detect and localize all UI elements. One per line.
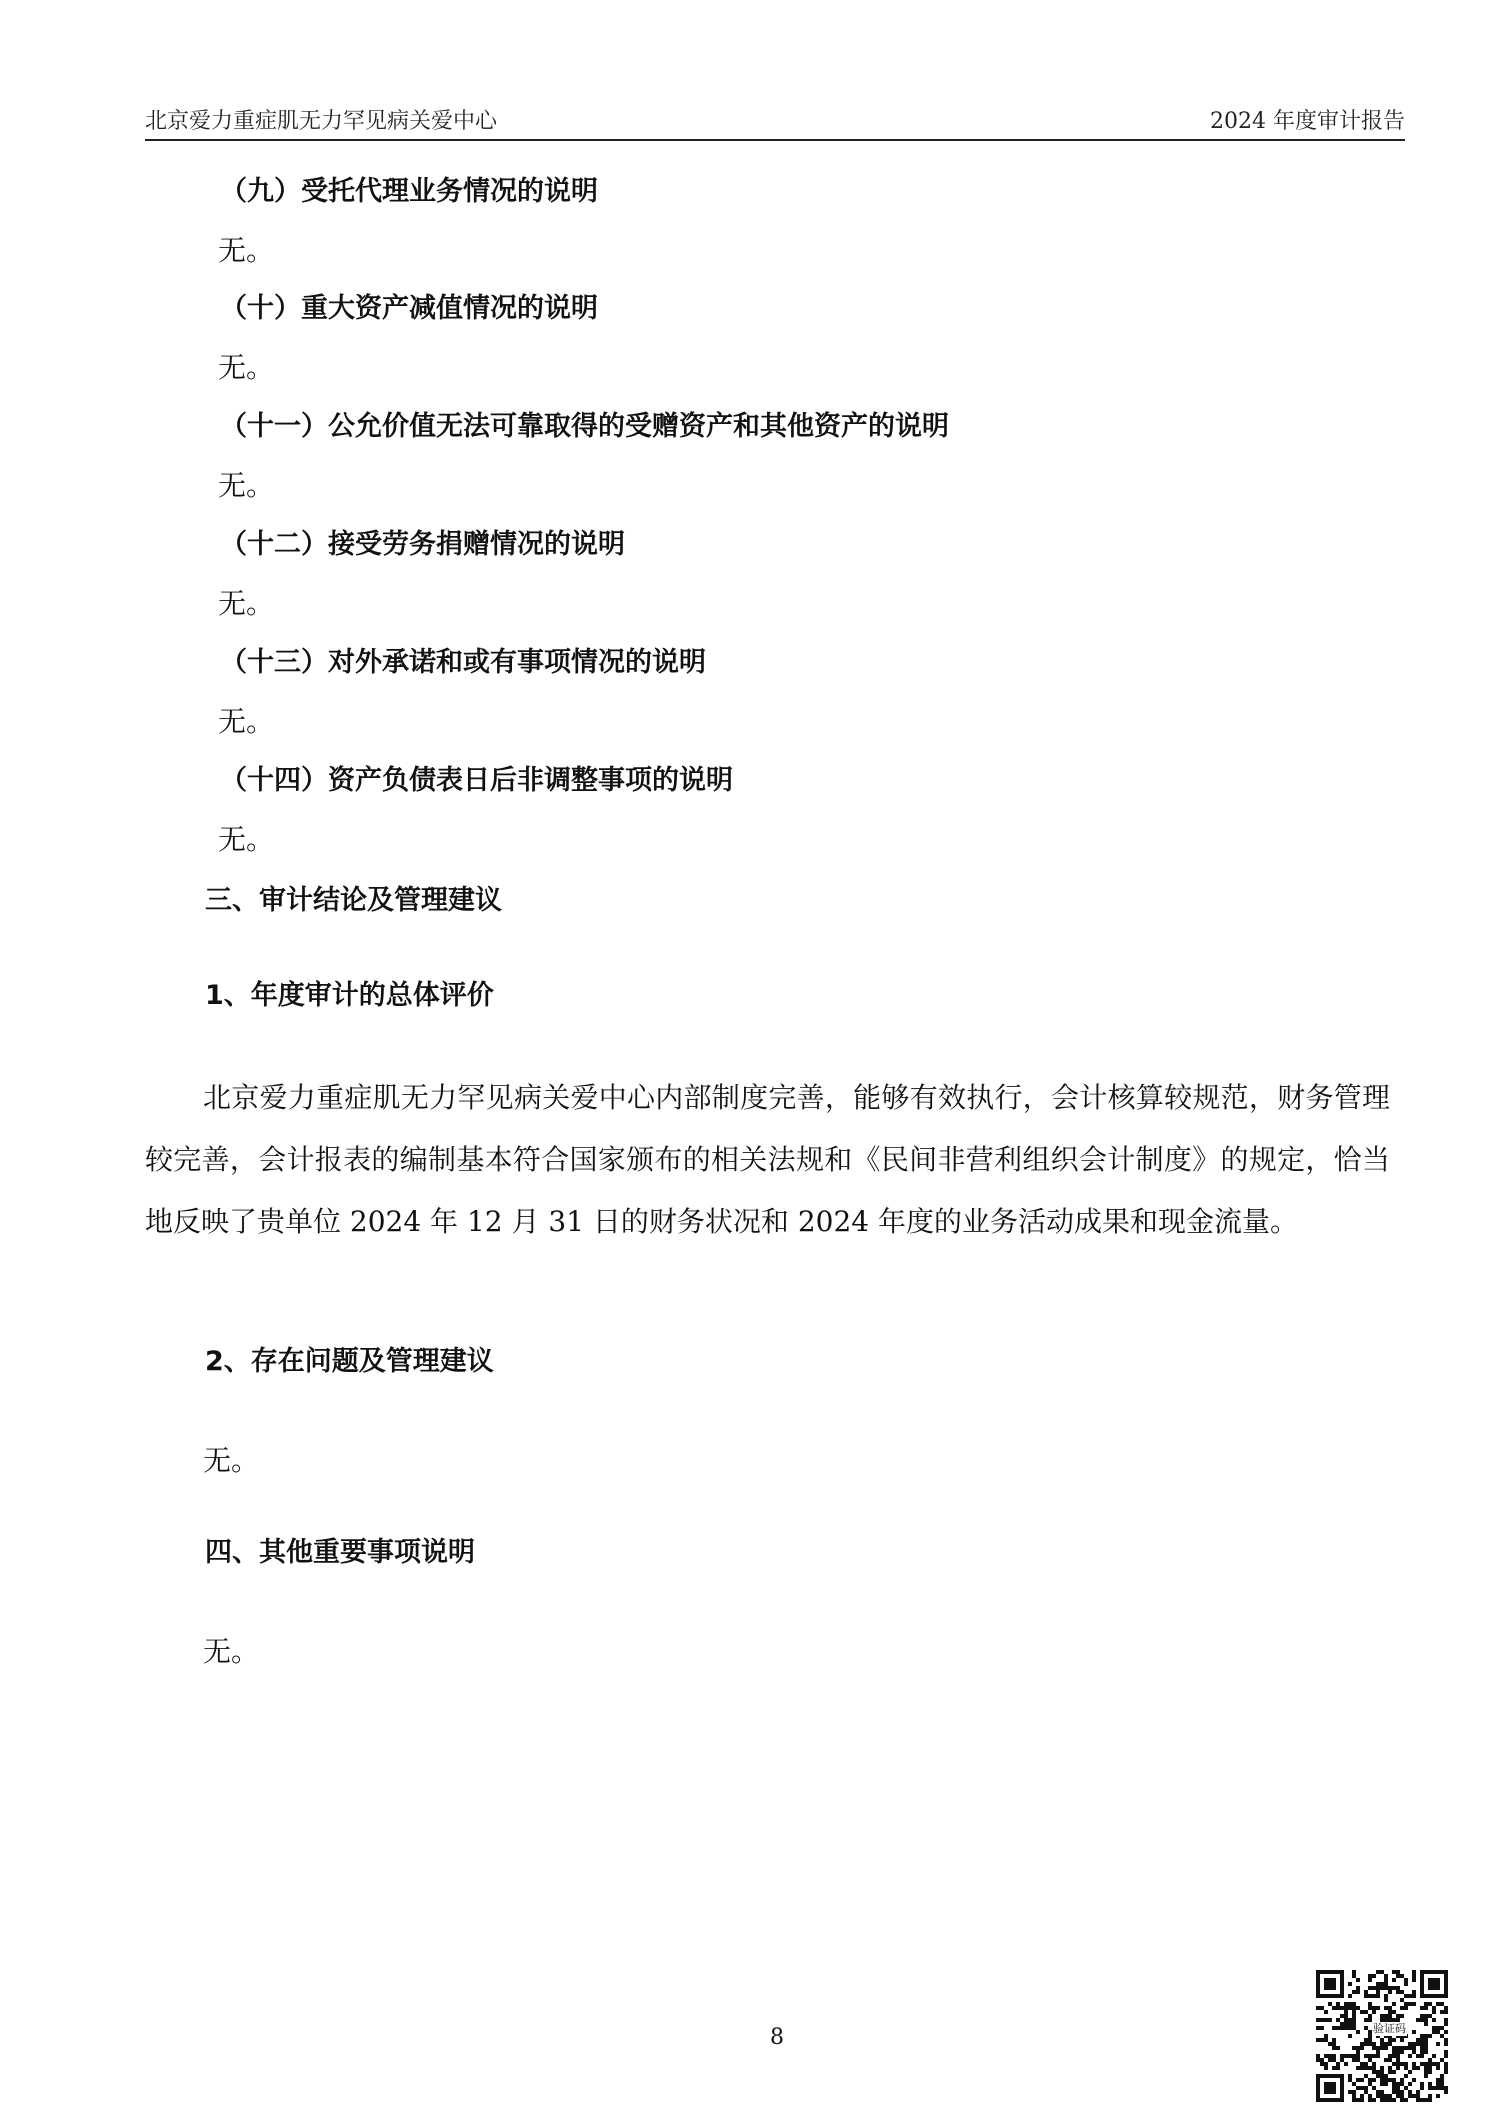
item-11-body: 无。 bbox=[218, 469, 275, 502]
section3-heading: 三、审计结论及管理建议 bbox=[205, 885, 502, 916]
section4-heading: 四、其他重要事项说明 bbox=[205, 1537, 475, 1568]
section3-sub2-heading: 2、存在问题及管理建议 bbox=[205, 1346, 494, 1377]
qr-code bbox=[1316, 1970, 1448, 2102]
qr-verification-label: 验证码 bbox=[1373, 2022, 1406, 2035]
section3-sub1-paragraph: 北京爱力重症肌无力罕见病关爱中心内部制度完善，能够有效执行，会计核算较规范，财务管理较完善，会计报表的编制基本符合国家颁布的相关法规和《民间非营利组织会计制度》的规定，恰当地反映了贵单位 2024 年 12 月 31 日的财务状况和 2024 年度的业务活动成果和现金流量。 bbox=[145, 1081, 1390, 1238]
section4-body: 无。 bbox=[203, 1635, 260, 1668]
page-number: 8 bbox=[770, 2025, 784, 2050]
item-11-heading: （十一）公允价值无法可靠取得的受赠资产和其他资产的说明 bbox=[220, 411, 949, 442]
item-12-heading: （十二）接受劳务捐赠情况的说明 bbox=[220, 529, 625, 560]
header-report-title: 2024 年度审计报告 bbox=[1210, 109, 1405, 134]
page-header bbox=[145, 104, 1405, 140]
header-organization: 北京爱力重症肌无力罕见病关爱中心 bbox=[145, 109, 498, 134]
item-9-heading: （九）受托代理业务情况的说明 bbox=[220, 176, 598, 207]
item-12-body: 无。 bbox=[218, 587, 275, 620]
section3-sub1-heading: 1、年度审计的总体评价 bbox=[205, 980, 494, 1011]
item-10-heading: （十）重大资产减值情况的说明 bbox=[220, 293, 598, 324]
item-10-body: 无。 bbox=[218, 351, 275, 384]
section3-sub2-body: 无。 bbox=[203, 1444, 260, 1477]
header-divider bbox=[145, 139, 1405, 141]
item-13-heading: （十三）对外承诺和或有事项情况的说明 bbox=[220, 647, 706, 678]
item-9-body: 无。 bbox=[218, 234, 275, 267]
item-14-body: 无。 bbox=[218, 823, 275, 856]
item-13-body: 无。 bbox=[218, 705, 275, 738]
item-14-heading: （十四）资产负债表日后非调整事项的说明 bbox=[220, 765, 733, 796]
